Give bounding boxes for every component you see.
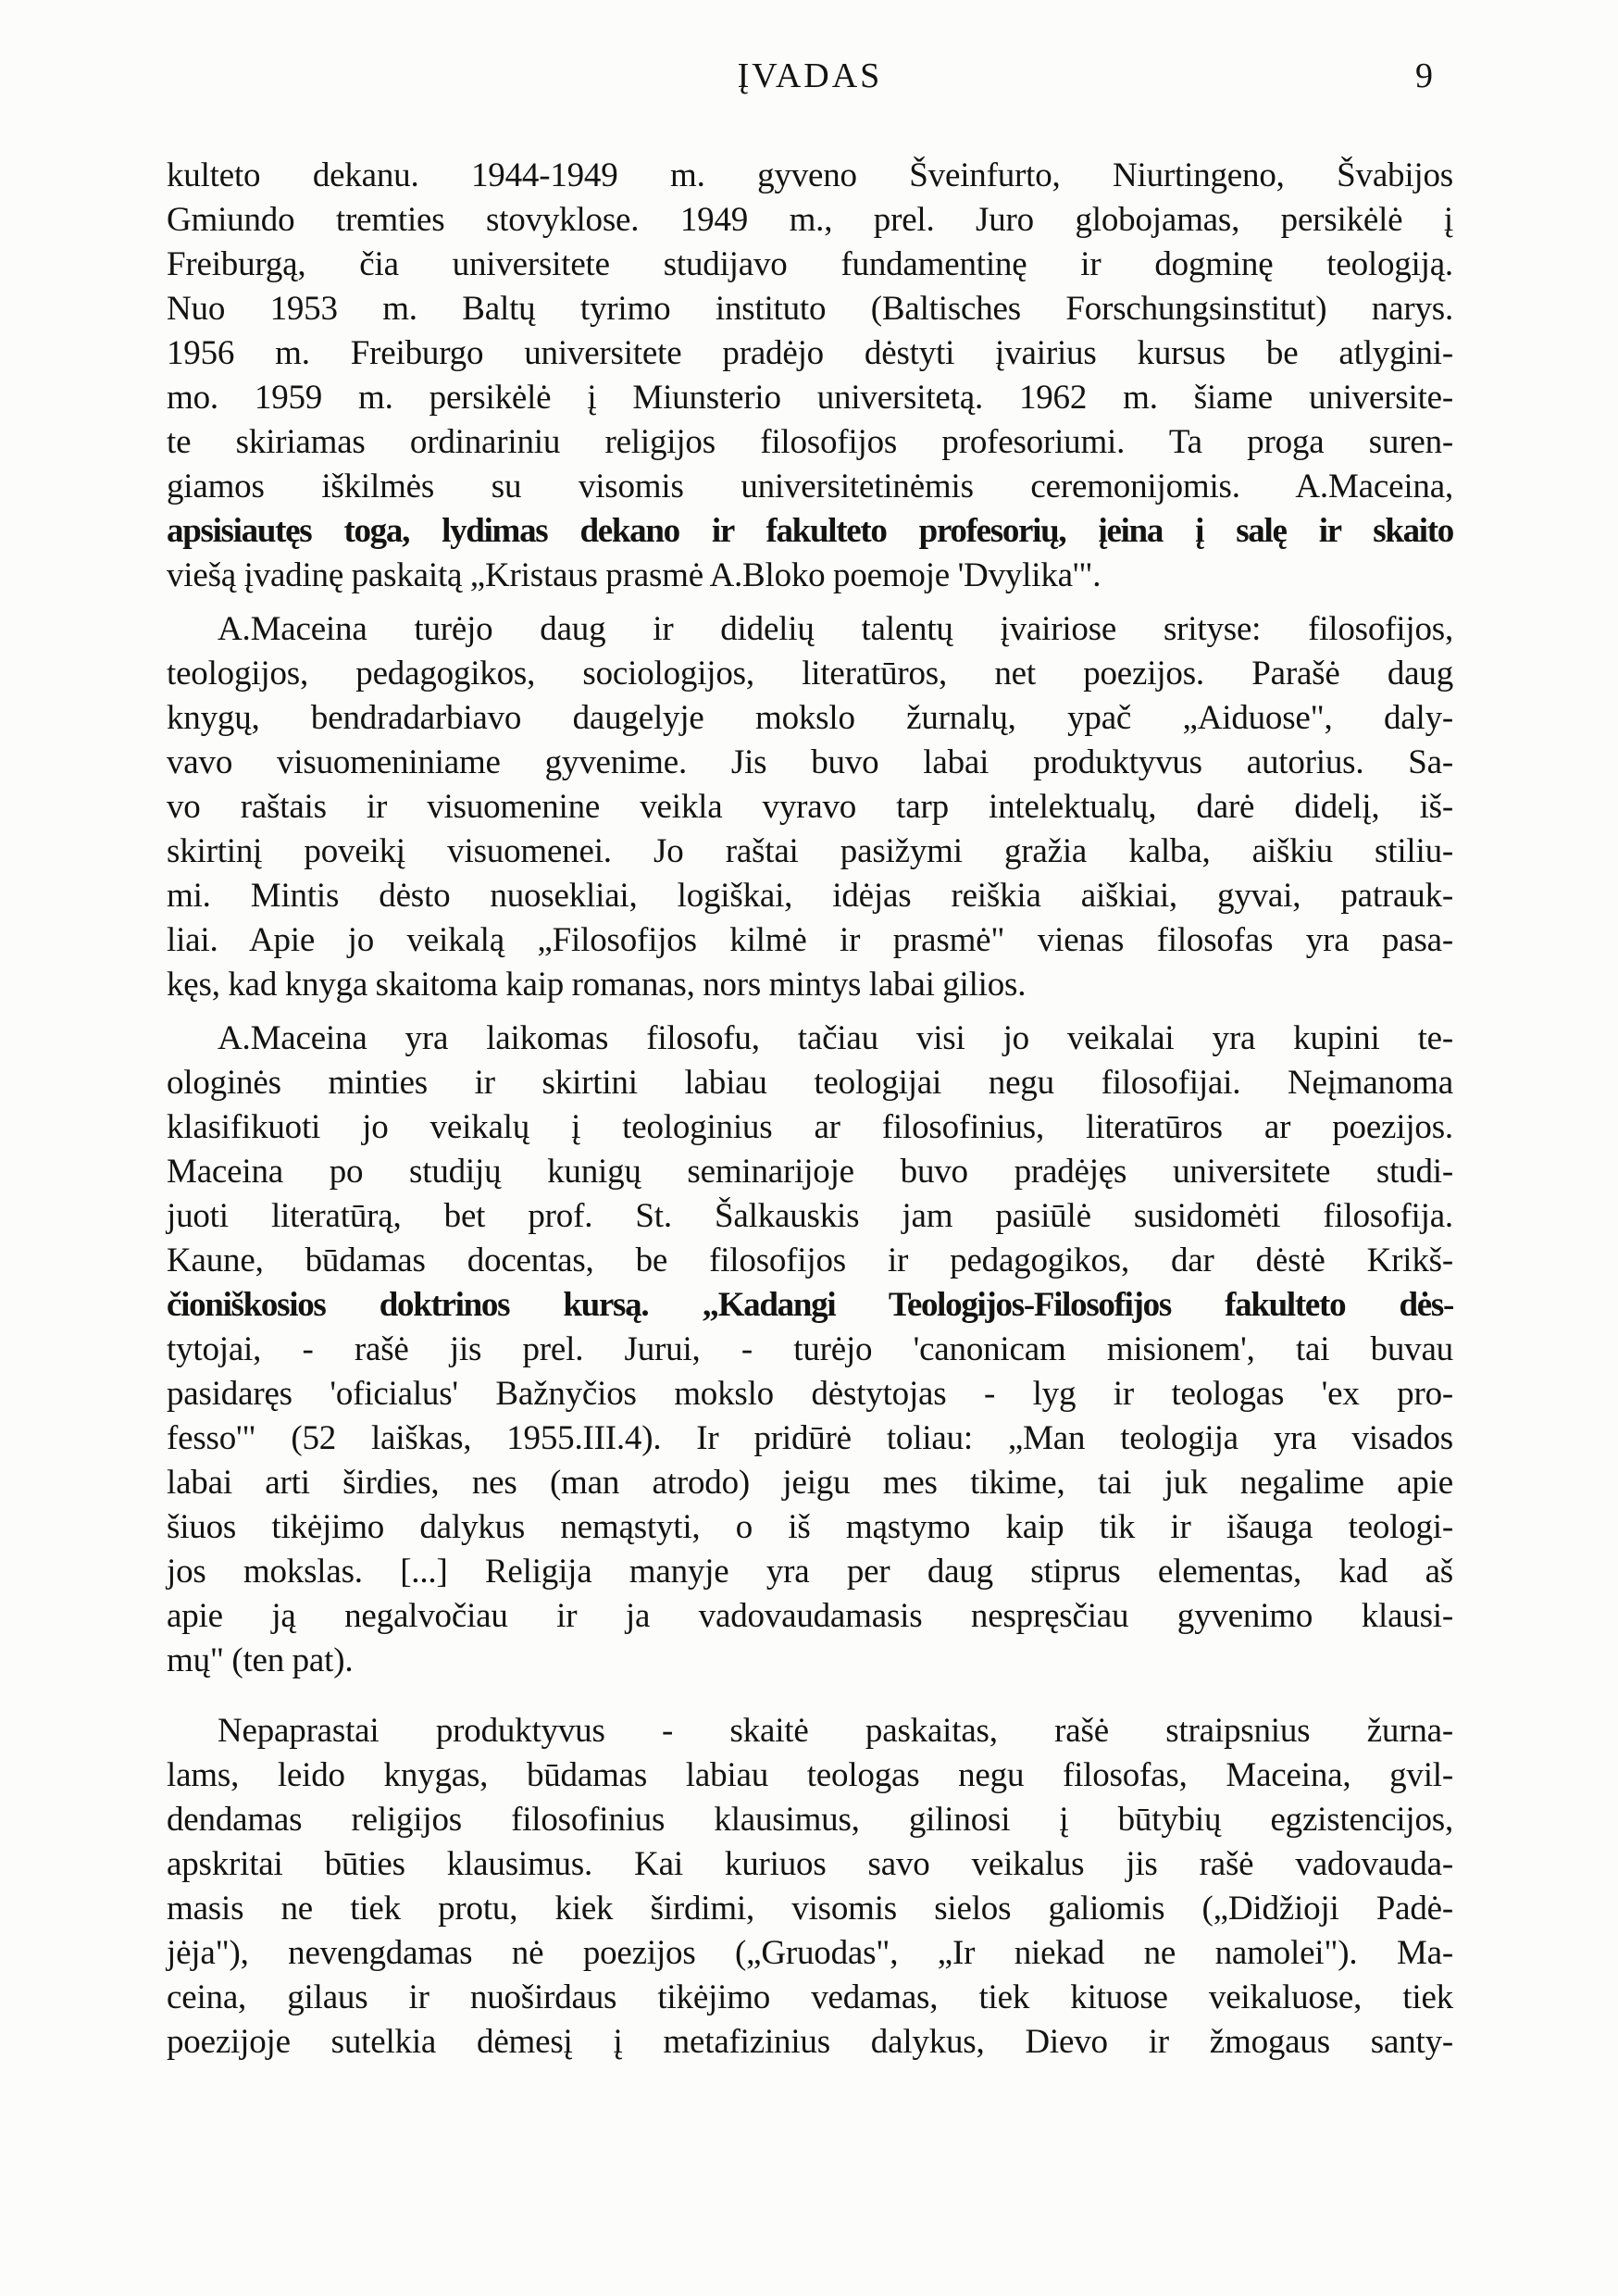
text-line: Gmiundo tremties stovyklose. 1949 m., prel. Juro globojamas, persikėlė į xyxy=(167,201,1453,239)
text-line: apie ją negalvočiau ir ja vadovaudamasis nespręsčiau gyvenimo klausi- xyxy=(167,1597,1453,1635)
chapter-title: ĮVADAS xyxy=(737,56,883,95)
paragraph-2 xyxy=(167,607,1453,1007)
paragraph-1 xyxy=(167,154,1453,598)
text-line: Maceina po studijų kunigų seminarijoje buvo pradėjęs universitete studi- xyxy=(167,1153,1453,1191)
text-line: masis ne tiek protu, kiek širdimi, visomis sielos galiomis („Didžioji Padė- xyxy=(167,1890,1453,1928)
text-line: čioniškosios doktrinos kursą. „Kadangi Teologijos-Filosofijos fakulteto dės- xyxy=(167,1286,1453,1324)
page-body xyxy=(167,154,1453,2065)
text-line: liai. Apie jo veikalą „Filosofijos kilmė ir prasmė" vienas filosofas yra pasa- xyxy=(167,921,1453,959)
text-line: viešą įvadinę paskaitą „Kristaus prasmė A.Bloko poemoje 'Dvylika'". xyxy=(167,556,1101,594)
text-line: knygų, bendradarbiavo daugelyje mokslo žurnalų, ypač „Aiduose", daly- xyxy=(167,699,1453,737)
paragraph-4 xyxy=(167,1709,1453,2065)
text-line: A.Maceina yra laikomas filosofu, tačiau visi jo veikalai yra kupini te- xyxy=(218,1019,1453,1057)
text-line: Nuo 1953 m. Baltų tyrimo instituto (Baltisches Forschungsinstitut) narys. xyxy=(167,290,1453,328)
text-line: Freiburgą, čia universitete studijavo fundamentinę ir dogminę teologiją. xyxy=(167,245,1453,283)
text-line: Kaune, būdamas docentas, be filosofijos ir pedagogikos, dar dėstė Krikš- xyxy=(167,1242,1453,1279)
text-line: lams, leido knygas, būdamas labiau teologas negu filosofas, Maceina, gvil- xyxy=(167,1756,1453,1794)
text-line: Nepaprastai produktyvus - skaitė paskaitas, rašė straipsnius žurna- xyxy=(218,1712,1453,1750)
text-line: mi. Mintis dėsto nuosekliai, logiškai, idėjas reiškia aiškiai, gyvai, patrauk- xyxy=(167,877,1453,915)
text-line: dendamas religijos filosofinius klausimus, gilinosi į būtybių egzistencijos, xyxy=(167,1801,1453,1839)
text-line: vo raštais ir visuomenine veikla vyravo tarp intelektualų, darė didelį, iš- xyxy=(167,788,1453,826)
text-line: šiuos tikėjimo dalykus nemąstyti, o iš mąstymo kaip tik ir išauga teologi- xyxy=(167,1508,1453,1546)
text-line: apsisiautęs toga, lydimas dekano ir fakulteto profesorių, įeina į salę ir skaito xyxy=(167,512,1453,550)
text-line: kęs, kad knyga skaitoma kaip romanas, nors mintys labai gilios. xyxy=(167,966,1027,1004)
text-line: ceina, gilaus ir nuoširdaus tikėjimo vedamas, tiek kituose veikaluose, tiek xyxy=(167,1978,1453,2016)
text-line: A.Maceina turėjo daug ir didelių talentų įvairiose srityse: filosofijos, xyxy=(218,610,1453,648)
text-line: fesso'" (52 laiškas, 1955.III.4). Ir pridūrė toliau: „Man teologija yra visados xyxy=(167,1419,1453,1457)
text-line: apskritai būties klausimus. Kai kuriuos savo veikalus jis rašė vadovauda- xyxy=(167,1845,1453,1883)
text-line: jos mokslas. [...] Religija manyje yra per daug stiprus elementas, kad aš xyxy=(167,1553,1453,1591)
text-line: jėja"), nevengdamas nė poezijos („Gruodas", „Ir niekad ne namolei"). Ma- xyxy=(167,1934,1453,1972)
text-line: klasifikuoti jo veikalų į teologinius ar filosofinius, literatūros ar poezijos. xyxy=(167,1108,1453,1146)
text-line: teologijos, pedagogikos, sociologijos, literatūros, net poezijos. Parašė daug xyxy=(167,655,1453,693)
text-line: poezijoje sutelkia dėmesį į metafizinius dalykus, Dievo ir žmogaus santy- xyxy=(167,2023,1453,2061)
paragraph-3 xyxy=(167,1017,1453,1683)
text-line: kulteto dekanu. 1944-1949 m. gyveno Šveinfurto, Niurtingeno, Švabijos xyxy=(167,156,1453,194)
text-line: skirtinį poveikį visuomenei. Jo raštai pasižymi gražia kalba, aiškiu stiliu- xyxy=(167,832,1453,870)
text-line: 1956 m. Freiburgo universitete pradėjo dėstyti įvairius kursus be atlygini- xyxy=(167,334,1453,372)
page-number: 9 xyxy=(1415,56,1433,95)
text-line: mų" (ten pat). xyxy=(167,1641,354,1679)
text-line: te skiriamas ordinariniu religijos filosofijos profesoriumi. Ta proga suren- xyxy=(167,423,1453,461)
text-line: tytojai, - rašė jis prel. Jurui, - turėjo 'canonicam misionem', tai buvau xyxy=(167,1330,1453,1368)
text-line: juoti literatūrą, bet prof. St. Šalkauskis jam pasiūlė susidomėti filosofija. xyxy=(167,1197,1453,1235)
text-line: labai arti širdies, nes (man atrodo) jeigu mes tikime, tai juk negalime apie xyxy=(167,1464,1453,1502)
text-line: ologinės minties ir skirtini labiau teologijai negu filosofijai. Neįmanoma xyxy=(167,1064,1453,1102)
text-line: mo. 1959 m. persikėlė į Miunsterio universitetą. 1962 m. šiame universite- xyxy=(167,379,1453,417)
text-line: giamos iškilmės su visomis universitetinėmis ceremonijomis. A.Maceina, xyxy=(167,468,1453,505)
text-line: pasidaręs 'oficialus' Bažnyčios mokslo dėstytojas - lyg ir teologas 'ex pro- xyxy=(167,1375,1453,1413)
page-header xyxy=(167,52,1453,100)
text-line: vavo visuomeniniame gyvenime. Jis buvo labai produktyvus autorius. Sa- xyxy=(167,743,1453,781)
